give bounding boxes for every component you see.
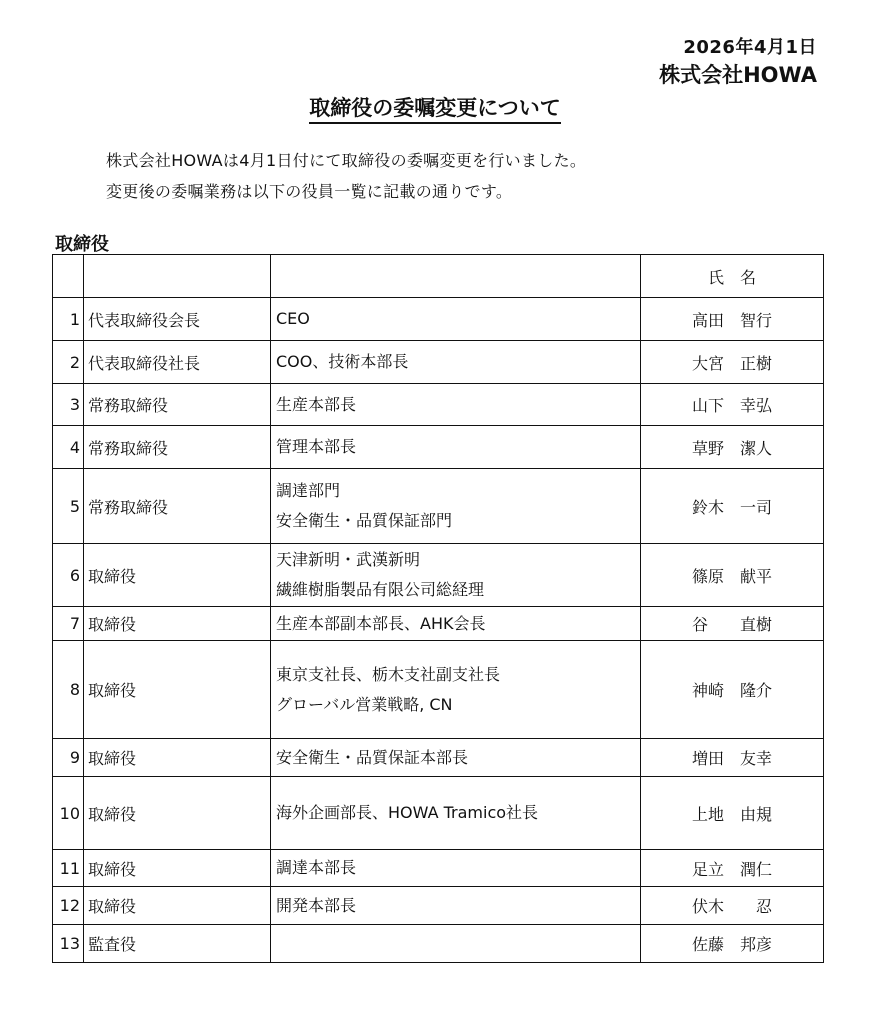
officer-table-body — [53, 255, 824, 963]
table-row — [53, 641, 824, 739]
row-position: 取締役 — [84, 607, 271, 641]
row-role — [271, 341, 641, 384]
section-label: 取締役 — [55, 234, 109, 255]
table-row — [53, 739, 824, 777]
table-row — [53, 850, 824, 887]
row-role — [271, 384, 641, 426]
row-number: 2 — [53, 341, 84, 384]
row-officer-name: 足立 潤仁 — [641, 850, 824, 887]
header-role-cell — [271, 255, 641, 298]
table-row — [53, 607, 824, 641]
role-line: CEO — [276, 309, 310, 328]
row-position: 取締役 — [84, 641, 271, 739]
row-number: 13 — [53, 925, 84, 963]
role-line: 繊維樹脂製品有限公司総経理 — [276, 580, 485, 599]
role-line: 安全衛生・品質保証部門 — [276, 511, 453, 530]
table-row — [53, 426, 824, 469]
intro-line-2: 変更後の委嘱業務は以下の役員一覧に記載の通りです。 — [106, 182, 513, 201]
row-officer-name: 山下 幸弘 — [641, 384, 824, 426]
row-number: 9 — [53, 739, 84, 777]
row-role — [271, 739, 641, 777]
table-row — [53, 384, 824, 426]
row-position: 常務取締役 — [84, 469, 271, 544]
row-officer-name: 神崎 隆介 — [641, 641, 824, 739]
role-line: 生産本部副本部長、AHK会長 — [276, 613, 486, 633]
table-header-row — [53, 255, 824, 298]
document-date: 2026年4月1日 — [683, 37, 817, 58]
row-number: 3 — [53, 384, 84, 426]
row-officer-name: 篠原 献平 — [641, 544, 824, 607]
table-row — [53, 544, 824, 607]
row-role — [271, 887, 641, 925]
row-position: 監査役 — [84, 925, 271, 963]
row-number: 6 — [53, 544, 84, 607]
header-num-cell — [53, 255, 84, 298]
row-position: 取締役 — [84, 739, 271, 777]
role-line: 生産本部長 — [276, 394, 357, 414]
row-position: 代表取締役社長 — [84, 341, 271, 384]
row-number: 5 — [53, 469, 84, 544]
table-row — [53, 298, 824, 341]
row-officer-name: 上地 由規 — [641, 777, 824, 850]
row-number: 8 — [53, 641, 84, 739]
row-role — [271, 777, 641, 850]
header-position-cell — [84, 255, 271, 298]
role-line: 東京支社長、栃木支社副支社長 — [276, 664, 501, 684]
role-line: 調達本部長 — [276, 858, 357, 877]
table-row — [53, 925, 824, 963]
officer-table — [52, 254, 824, 963]
row-role — [271, 298, 641, 341]
table-row — [53, 469, 824, 544]
row-officer-name: 鈴木 一司 — [641, 469, 824, 544]
document-title — [0, 92, 870, 122]
row-number: 11 — [53, 850, 84, 887]
row-officer-name: 高田 智行 — [641, 298, 824, 341]
role-line: 管理本部長 — [276, 437, 357, 456]
role-line: 安全衛生・品質保証本部長 — [276, 747, 469, 767]
row-position: 代表取締役会長 — [84, 298, 271, 341]
row-position: 取締役 — [84, 544, 271, 607]
row-number: 4 — [53, 426, 84, 469]
table-row — [53, 887, 824, 925]
row-position: 常務取締役 — [84, 384, 271, 426]
table-row — [53, 341, 824, 384]
row-position: 取締役 — [84, 887, 271, 925]
header-name-cell: 氏 名 — [641, 255, 824, 298]
company-name: 株式会社HOWA — [659, 63, 817, 87]
row-officer-name: 佐藤 邦彦 — [641, 925, 824, 963]
row-officer-name: 谷 直樹 — [641, 607, 824, 641]
row-number: 1 — [53, 298, 84, 341]
row-role — [271, 850, 641, 887]
row-officer-name: 伏木 忍 — [641, 887, 824, 925]
row-officer-name: 大宮 正樹 — [641, 341, 824, 384]
role-line: 海外企画部長、HOWA Tramico社長 — [276, 803, 539, 822]
row-number: 10 — [53, 777, 84, 850]
row-role — [271, 469, 641, 544]
row-position: 常務取締役 — [84, 426, 271, 469]
row-officer-name: 草野 潔人 — [641, 426, 824, 469]
role-line: 開発本部長 — [276, 895, 357, 915]
row-number: 12 — [53, 887, 84, 925]
row-position: 取締役 — [84, 777, 271, 850]
row-number: 7 — [53, 607, 84, 641]
row-role — [271, 426, 641, 469]
table-row — [53, 777, 824, 850]
intro-line-1: 株式会社HOWAは4月1日付にて取締役の委嘱変更を行いました。 — [106, 151, 587, 170]
role-line: COO、技術本部長 — [276, 352, 409, 371]
row-role — [271, 641, 641, 739]
role-line: 調達部門 — [276, 481, 341, 500]
row-officer-name: 増田 友幸 — [641, 739, 824, 777]
role-line: グローバル営業戦略, CN — [276, 694, 453, 714]
row-role — [271, 925, 641, 963]
row-role — [271, 544, 641, 607]
row-role — [271, 607, 641, 641]
role-line: 天津新明・武漢新明 — [276, 550, 421, 569]
document-title-text: 取締役の委嘱変更について — [309, 96, 561, 124]
row-position: 取締役 — [84, 850, 271, 887]
